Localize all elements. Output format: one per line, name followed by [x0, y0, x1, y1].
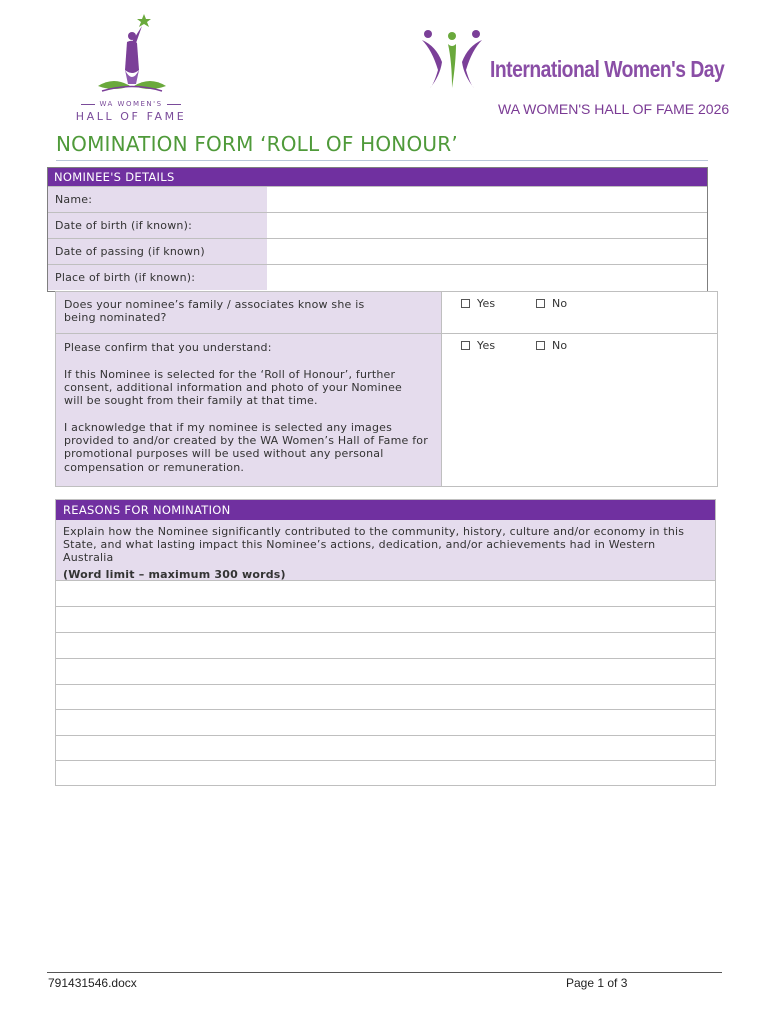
iwd-figures-icon [418, 26, 486, 92]
nominee-row-dob [48, 212, 707, 238]
reasons-answer-line[interactable] [56, 581, 715, 607]
reasons-answer-line[interactable] [56, 659, 715, 685]
understand-prompt: Please confirm that you understand: [64, 341, 272, 354]
word-limit-note: (Word limit – maximum 300 words) [63, 568, 286, 581]
checkbox-icon[interactable] [461, 299, 470, 308]
reasons-description-cell [56, 520, 715, 581]
reasons-explanation: Explain how the Nominee significantly contributed to the community, history, culture and/or economy in this State, and what lasting impact this Nominee’s actions, dedication, and/or achievements had in Western Australia [63, 525, 685, 564]
hall-of-fame-year: WA WOMEN'S HALL OF FAME 2026 [498, 101, 730, 117]
hall-of-fame-logo-small-text: WA WOMEN'S [72, 100, 190, 108]
form-title: NOMINATION FORM ‘ROLL OF HONOUR’ [56, 132, 458, 156]
reasons-answer-line[interactable] [56, 607, 715, 633]
family-yes-label: Yes [477, 297, 496, 310]
nominee-details-table [47, 167, 708, 292]
family-answer-cell [442, 292, 717, 334]
family-yes-option[interactable] [461, 297, 495, 310]
reasons-table [55, 499, 716, 786]
reasons-answer-line[interactable] [56, 684, 715, 710]
reasons-answer-line[interactable] [56, 710, 715, 736]
hall-of-fame-figure-icon [92, 12, 172, 98]
reasons-answer-line[interactable] [56, 735, 715, 761]
date-of-passing-field[interactable] [268, 239, 707, 264]
reasons-answer-line[interactable] [56, 633, 715, 659]
date-of-birth-label: Date of birth (if known): [48, 213, 267, 238]
family-no-option[interactable] [536, 297, 567, 310]
title-divider [56, 160, 708, 161]
understand-yes-label: Yes [477, 339, 496, 352]
name-field[interactable] [268, 187, 707, 212]
nominee-row-dop [48, 238, 707, 264]
hall-of-fame-logo [72, 12, 190, 124]
family-question-cell [56, 292, 442, 334]
date-of-passing-label: Date of passing (if known) [48, 239, 267, 264]
understanding-cell [56, 334, 442, 486]
hall-of-fame-logo-big-text: HALL OF FAME [75, 110, 187, 123]
footer-divider [47, 972, 722, 973]
place-of-birth-label: Place of birth (if known): [48, 265, 267, 290]
international-womens-day-logo [418, 26, 728, 96]
nominee-row-pob [48, 264, 707, 290]
understand-no-label: No [552, 339, 568, 352]
date-of-birth-field[interactable] [268, 213, 707, 238]
understand-yes-option[interactable] [461, 339, 495, 352]
checkbox-icon[interactable] [536, 299, 545, 308]
images-acknowledgement-text: I acknowledge that if my nominee is selected any images provided to and/or created by the WA Women’s Hall of Fame for promotional purposes will be used without any personal compensation or remuneration. [64, 421, 428, 474]
name-label: Name: [48, 187, 267, 212]
reasons-heading: REASONS FOR NOMINATION [56, 500, 715, 520]
footer-filename: 791431546.docx [48, 976, 137, 990]
nominee-row-name [48, 186, 707, 212]
reasons-answer-line[interactable] [56, 760, 715, 786]
hall-of-fame-year-wrapper [498, 101, 738, 125]
nominee-details-heading: NOMINEE'S DETAILS [48, 168, 707, 186]
family-question-text: Does your nominee’s family / associates know she is being nominated? [64, 298, 365, 325]
family-no-label: No [552, 297, 568, 310]
confirmation-table [55, 291, 718, 487]
iwd-logo-text: International Women's Day [490, 56, 725, 82]
checkbox-icon[interactable] [536, 341, 545, 350]
footer-page-number: Page 1 of 3 [566, 976, 628, 990]
consent-text: If this Nominee is selected for the ‘Roll of Honour’, further consent, additional information and photo of your Nominee will be sought from their family at that time. [64, 368, 403, 408]
checkbox-icon[interactable] [461, 341, 470, 350]
understand-no-option[interactable] [536, 339, 567, 352]
place-of-birth-field[interactable] [268, 265, 707, 290]
